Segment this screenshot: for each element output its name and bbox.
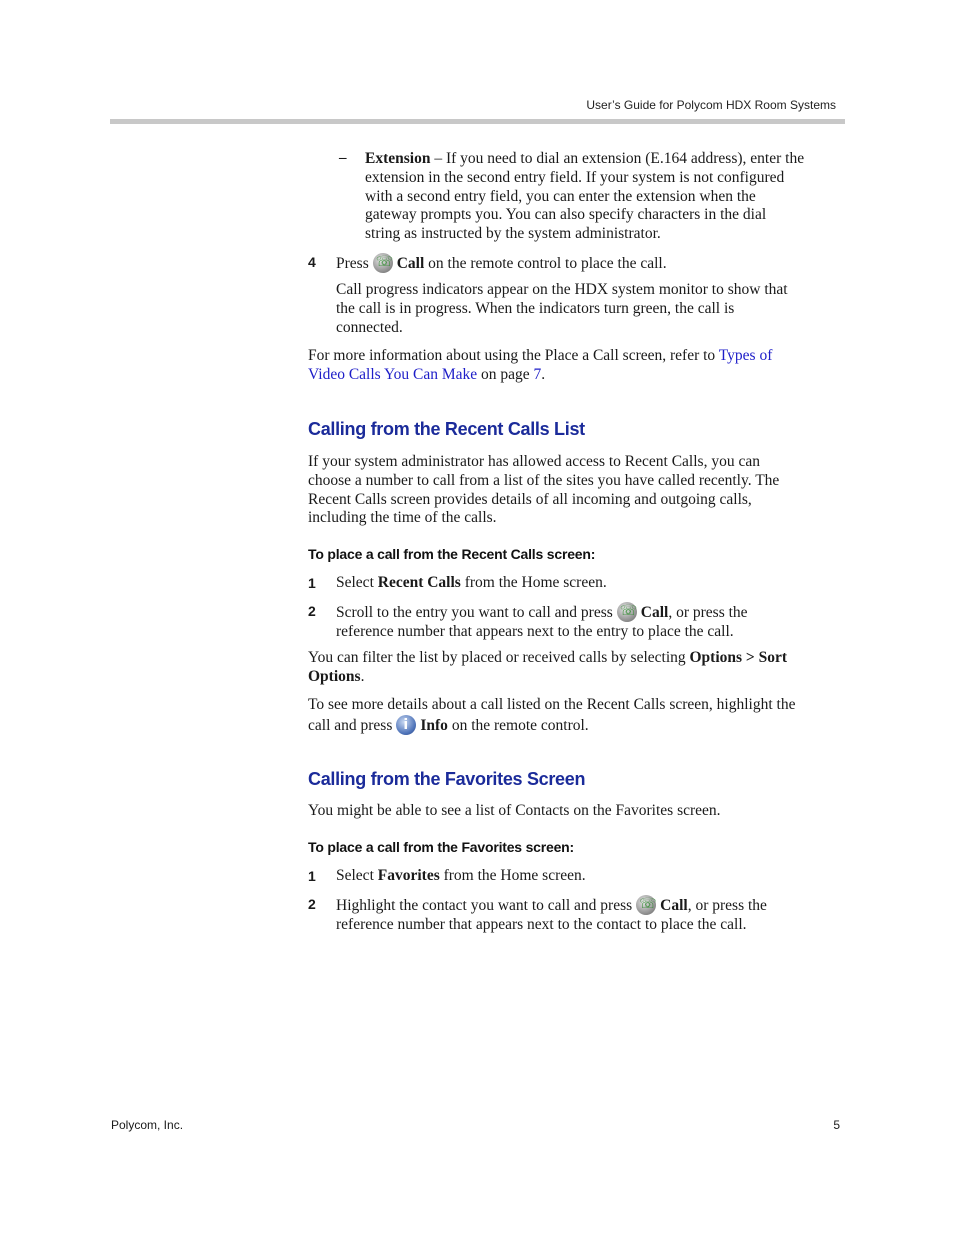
text-span: from the Home screen. [460, 574, 607, 591]
extension-bullet [365, 150, 845, 244]
extension-text: string as instructed by the system administrator. [365, 225, 661, 243]
options-sort-term: Options > Sort [689, 649, 788, 666]
more-info-paragraph [308, 347, 848, 385]
details-paragraph [308, 696, 848, 736]
step-number: 2 [308, 896, 316, 912]
text-line: choose a number to call from a list of the sites you have called recently. The [308, 471, 780, 489]
text-span: from the Home screen. [439, 867, 586, 884]
extension-text: gateway prompts you. You can also specify characters in the dial [365, 206, 767, 224]
text-span: Select [336, 867, 378, 884]
text-span: on the remote control. [447, 716, 589, 734]
recent-calls-intro [308, 453, 848, 528]
extension-text: – If you need to dial an extension (E.164 address), enter the [430, 150, 805, 167]
favorites-term: Favorites [377, 867, 440, 884]
extension-term: Extension [365, 150, 431, 167]
procedure-heading: To place a call from the Favorites screen: [308, 839, 574, 855]
recent-step-2 [336, 602, 846, 642]
section-heading-recent-calls: Calling from the Recent Calls List [308, 419, 585, 439]
text-line: Recent Calls screen provides details of all incoming and outgoing calls, [308, 490, 752, 508]
text-span: Highlight the contact you want to call and press [336, 897, 633, 914]
header-rule [110, 119, 845, 124]
recent-calls-term: Recent Calls [377, 574, 461, 591]
types-of-video-calls-link[interactable]: Types of [718, 347, 773, 364]
favorites-step-1 [336, 867, 846, 886]
page-7-link[interactable]: 7 [533, 365, 542, 383]
info-label: Info [420, 716, 448, 734]
footer-company: Polycom, Inc. [111, 1118, 184, 1132]
running-header: User’s Guide for Polycom HDX Room Systems [586, 98, 836, 112]
text-span: , or press the [668, 604, 748, 621]
favorites-step-2 [336, 895, 846, 935]
options-term: Options [308, 667, 361, 685]
call-label: Call [640, 604, 669, 621]
text-line: including the time of the calls. [308, 509, 497, 527]
call-progress-paragraph [336, 281, 846, 337]
step-number: 1 [308, 868, 316, 884]
section-heading-favorites: Calling from the Favorites Screen [308, 769, 586, 789]
bullet-dash: – [339, 150, 347, 166]
text-span: . [541, 365, 546, 383]
page-number: 5 [833, 1118, 840, 1132]
text-line: Call progress indicators appear on the HDX system monitor to show that [336, 281, 788, 298]
call-icon [617, 602, 637, 622]
call-label: Call [660, 897, 688, 914]
text-span: . [360, 667, 365, 685]
favorites-intro [308, 802, 848, 821]
call-icon [373, 253, 393, 273]
step-text: Press [336, 255, 369, 272]
text-line: reference number that appears next to the contact to place the call. [336, 915, 747, 933]
text-line: To see more details about a call listed on the Recent Calls screen, highlight the [308, 696, 796, 713]
text-span: For more information about using the Place a Call screen, refer to [308, 347, 719, 364]
text-line: You might be able to see a list of Contacts on the Favorites screen. [308, 802, 721, 819]
text-line: If your system administrator has allowed access to Recent Calls, you can [308, 453, 760, 470]
call-label: Call [396, 255, 425, 272]
text-line: reference number that appears next to the entry to place the call. [336, 622, 734, 640]
extension-text: extension in the second entry field. If your system is not configured [365, 168, 785, 186]
text-span: Scroll to the entry you want to call and press [336, 604, 613, 621]
text-span: call and press [308, 716, 393, 734]
step-number: 4 [308, 254, 316, 270]
call-icon [636, 895, 656, 915]
step-number: 1 [308, 575, 316, 591]
text-span: Select [336, 574, 378, 591]
step-number: 2 [308, 603, 316, 619]
procedure-heading: To place a call from the Recent Calls screen: [308, 546, 596, 562]
types-of-video-calls-link[interactable]: Video Calls You Can Make [308, 365, 478, 383]
text-line: the call is in progress. When the indicators turn green, the call is [336, 299, 735, 317]
info-icon [396, 715, 416, 735]
text-span: You can filter the list by placed or received calls by selecting [308, 649, 690, 666]
filter-paragraph [308, 649, 848, 687]
step-text: on the remote control to place the call. [424, 255, 667, 272]
step-4 [336, 253, 846, 274]
extension-text: with a second entry field, you can enter the extension when the [365, 187, 756, 205]
text-span: on page [477, 365, 534, 383]
text-line: connected. [336, 318, 403, 336]
text-span: , or press the [687, 897, 767, 914]
recent-step-1 [336, 574, 846, 593]
